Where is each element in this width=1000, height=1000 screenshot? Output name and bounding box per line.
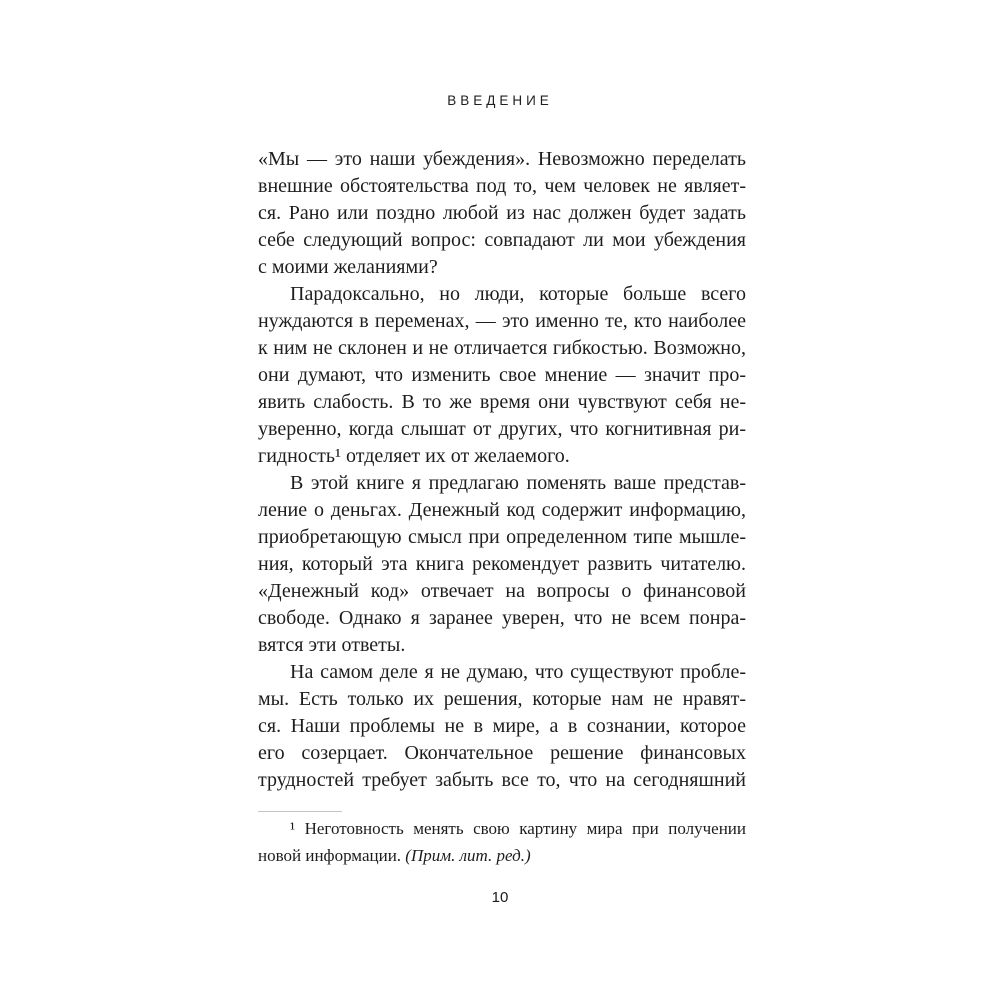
text-segment: ния, который эта книга рекомендует развить читателю. [258,553,746,575]
footnote-attribution: (Прим. лит. ред.) [405,846,531,865]
text-line [258,308,746,335]
text-line [258,659,746,686]
paragraph [258,659,746,794]
text-segment: его созерцает. Окончательное решение финансовых [258,742,746,764]
text-segment: В этой книге я предлагаю поменять ваше представ- [290,472,746,494]
text-line [258,146,746,173]
paragraphs [258,146,746,794]
text-segment: явить слабость. В то же время они чувствуют себя не- [258,391,746,413]
text-line [258,173,746,200]
text-line [258,470,746,497]
paragraph [258,470,746,659]
footnote-divider [258,811,342,812]
text-segment: внешние обстоятельства под то, чем человек не являет- [258,175,746,197]
text-segment: «Мы — это наши убеждения». Невозможно переделать [258,148,746,170]
text-line [258,815,746,842]
text-segment: к ним не склонен и не отличается гибкостью. Возможно, [258,337,746,359]
text-line [258,335,746,362]
text-segment: приобретающую смысл при определенном типе мышле- [258,526,746,548]
text-line [258,281,746,308]
text-line [258,686,746,713]
text-line [258,227,746,254]
text-line [258,605,746,632]
text-segment: «Денежный код» отвечает на вопросы о финансовой [258,580,746,602]
text-segment: Парадоксально, но люди, которые больше всего [290,283,746,305]
text-segment: уверенно, когда слышат от других, что когнитивная ри- [258,418,746,440]
text-segment: себе следующий вопрос: совпадают ли мои убеждения [258,229,746,251]
text-segment: ¹ Неготовность менять свою картину мира при получении [290,819,746,838]
text-line [258,740,746,767]
text-line [258,842,746,869]
text-segment: с моими желаниями? [258,256,438,278]
text-line [258,362,746,389]
text-line [258,389,746,416]
text-line [258,551,746,578]
text-line [258,254,746,281]
text-line [258,200,746,227]
text-line [258,767,746,794]
paragraph [258,281,746,470]
text-segment: ся. Рано или поздно любой из нас должен будет задать [258,202,746,224]
text-segment: вятся эти ответы. [258,634,406,656]
text-segment: свободе. Однако я заранее уверен, что не всем понра- [258,607,746,629]
text-line [258,632,746,659]
text-line [258,497,746,524]
body-text [258,146,746,869]
text-segment: гидность¹ отделяет их от желаемого. [258,445,570,467]
text-line [258,524,746,551]
text-segment: новой информации. [258,846,406,865]
text-segment: нуждаются в переменах, — это именно те, кто наиболее [258,310,746,332]
text-line [258,416,746,443]
text-line [258,443,746,470]
text-segment: ление о деньгах. Денежный код содержит информацию, [258,499,746,521]
text-segment: мы. Есть только их решения, которые нам не нравят- [258,688,746,710]
text-segment: ся. Наши проблемы не в мире, а в сознании, которое [258,715,746,737]
running-header: ВВЕДЕНИЕ [447,93,553,108]
text-line [258,578,746,605]
paragraph [258,146,746,281]
text-line [258,713,746,740]
page-number: 10 [491,889,509,906]
text-segment: На самом деле я не думаю, что существуют пробле- [290,661,746,683]
footnote [258,815,746,869]
text-segment: трудностей требует забыть все то, что на сегодняшний [258,769,746,791]
text-segment: они думают, что изменить свое мнение — значит про- [258,364,746,386]
